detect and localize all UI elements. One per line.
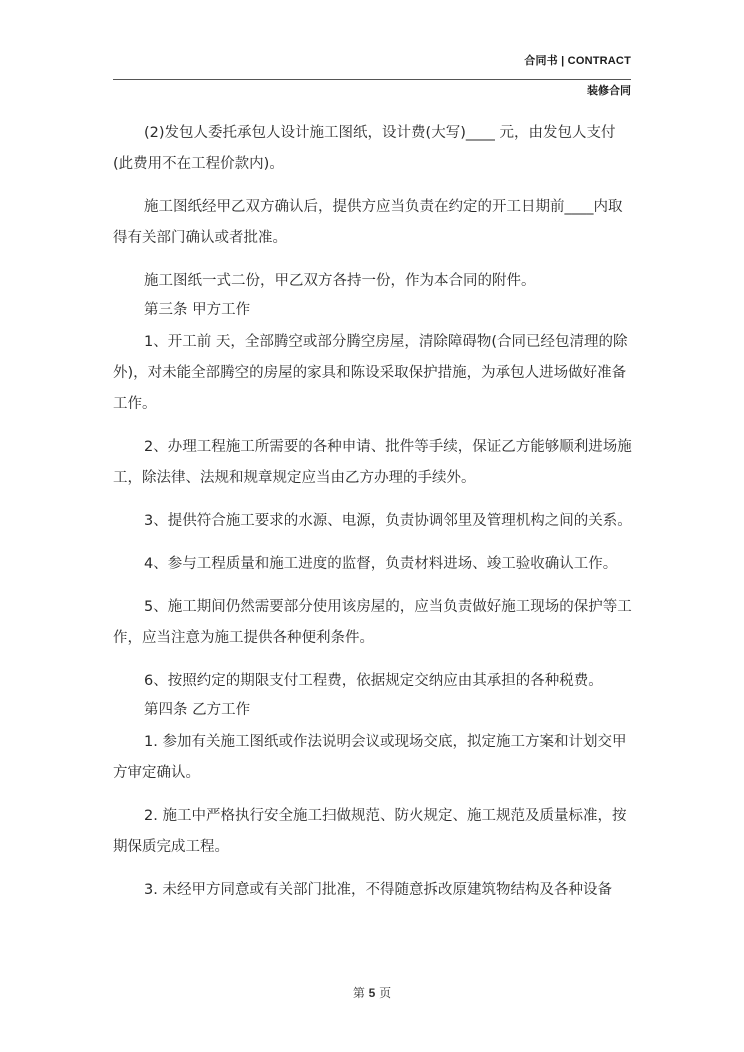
paragraph: 3、提供符合施工要求的水源、电源，负责协调邻里及管理机构之间的关系。 <box>144 513 632 529</box>
document-body <box>113 118 633 918</box>
page-number-suffix: 页 <box>379 986 392 1000</box>
paragraph: (2)发包人委托承包人设计施工图纸，设计费(大写)____ 元，由发包人支付(此费用不在工程价款内)。 <box>113 125 616 172</box>
paragraph: 4、参与工程质量和施工进度的监督，负责材料进场、竣工验收确认工作。 <box>144 556 618 572</box>
page-header-subtitle: 装修合同 <box>587 84 631 97</box>
page-number-prefix: 第 <box>352 986 365 1000</box>
paragraph: 3. 未经甲方同意或有关部门批准，不得随意拆改原建筑物结构及各种设备 <box>144 882 612 898</box>
paragraph: 施工图纸经甲乙双方确认后，提供方应当负责在约定的开工日期前____内取得有关部门确认或者批准。 <box>113 199 623 246</box>
paragraph: 施工图纸一式二份，甲乙双方各持一份，作为本合同的附件。 <box>144 273 536 289</box>
paragraph: 6、按照约定的期限支付工程费，依据规定交纳应由其承担的各种税费。 <box>144 673 603 689</box>
paragraph: 2. 施工中严格执行安全施工扫做规范、防火规定、施工规范及质量标准，按期保质完成工程。 <box>113 808 627 855</box>
section-heading: 第三条 甲方工作 <box>144 302 251 318</box>
header-divider <box>113 79 631 80</box>
section-heading: 第四条 乙方工作 <box>144 702 251 718</box>
page-header-title: 合同书 | CONTRACT <box>524 55 631 67</box>
paragraph: 5、施工期间仍然需要部分使用该房屋的，应当负责做好施工现场的保护等工作，应当注意为施工提供各种便利条件。 <box>113 599 632 646</box>
paragraph: 1、开工前 天，全部腾空或部分腾空房屋，清除障碍物(合同已经包清理的除外)，对未能全部腾空的房屋的家具和陈设采取保护措施，为承包人进场做好准备工作。 <box>113 334 628 412</box>
page-footer <box>0 984 744 1001</box>
page-number: 5 <box>368 986 376 1000</box>
paragraph: 2、办理工程施工所需要的各种申请、批件等手续，保证乙方能够顺利进场施工，除法律、法规和规章规定应当由乙方办理的手续外。 <box>113 439 632 486</box>
paragraph: 1. 参加有关施工图纸或作法说明会议或现场交底，拟定施工方案和计划交甲方审定确认。 <box>113 734 627 781</box>
